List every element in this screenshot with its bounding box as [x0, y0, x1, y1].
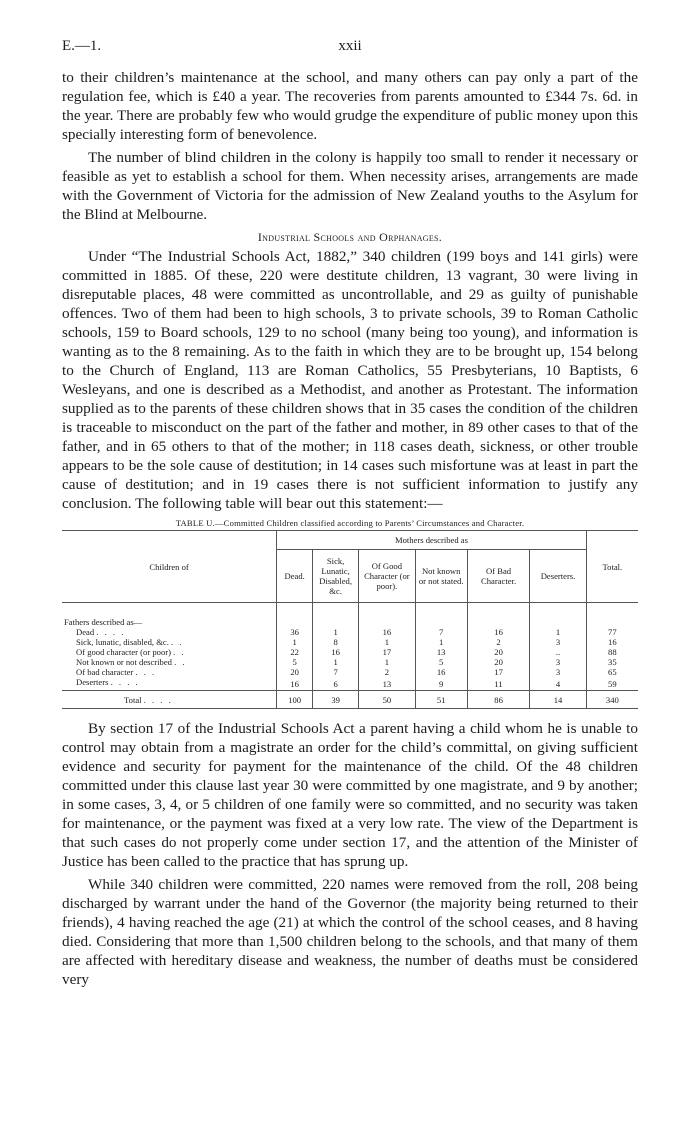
- table-cell: 7: [415, 627, 467, 637]
- paragraph-removals: While 340 children were committed, 220 names were removed from the roll, 208 being discharged by warrant under the hand of the Governor (the majority being returned to their friends), 4 having reached the age (21) at which the control of the school ceases, and 8 having died. Considering that more than 1,500 children belong to the schools, and that many of them are affected with hereditary disease and weakness, the number of deaths must be considered very: [62, 876, 638, 988]
- table-cell: 65: [586, 667, 638, 677]
- table-cell: 16: [313, 647, 359, 657]
- table-cell: 86: [467, 691, 530, 709]
- table-cell: 35: [586, 657, 638, 667]
- section-heading: Industrial Schools and Orphanages.: [257, 230, 443, 244]
- table-cell: 100: [277, 691, 313, 709]
- table-cell: 1: [313, 657, 359, 667]
- column-header: Of Good Character (or poor).: [359, 550, 415, 603]
- row-group-label: Fathers described as—: [64, 617, 143, 627]
- leader-dots: . . . .: [143, 694, 173, 705]
- leader-dots: . .: [171, 637, 184, 647]
- table-row: [62, 657, 638, 667]
- table-cell: 1: [313, 627, 359, 637]
- table-cell: 1: [359, 657, 415, 667]
- table-cell: 340: [586, 691, 638, 709]
- paragraph-section-17: By section 17 of the Industrial Schools Act a parent having a child whom he is unable to control may obtain from a magistrate an order for the child’s committal, on giving sufficient evidence and security for payment for the maintenance of the child. Of the 48 children committed under this clause last year 30 were committed by one magistrate, and 9 by another; in some cases, 3, 4, or 5 children of one family were so committed, and no security was taken for maintenance, or the payment was fixed at a very low rate. The view of the Department is that such cases do not properly come under section 17, and the attention of the Minister of Justice has been called to the practice that has sprung up.: [62, 720, 638, 870]
- table-row: [62, 667, 638, 677]
- table-cell: 7: [313, 667, 359, 677]
- paragraph-maintenance: to their children’s maintenance at the school, and many others can pay only a part of the regulation fee, which is £40 a year. The recoveries from parents amounted to £344 7s. 6d. in the year. There are probably few who would grudge the expenditure of public money upon this specially interesting form of benevolence.: [62, 69, 638, 143]
- table-cell: 1: [415, 637, 467, 647]
- table-cell: 5: [277, 657, 313, 667]
- row-label: Total: [124, 694, 142, 705]
- table-cell: 16: [277, 677, 313, 691]
- table-cell: 2: [359, 667, 415, 677]
- row-label: Sick, lunatic, disabled, &c.: [76, 637, 169, 647]
- table-cell: 36: [277, 627, 313, 637]
- table-cell: 13: [415, 647, 467, 657]
- page-header: [62, 38, 638, 68]
- table-cell: 3: [530, 657, 586, 667]
- table-cell: 1: [530, 627, 586, 637]
- table-row: [62, 627, 638, 637]
- table-cell: 51: [415, 691, 467, 709]
- table-cell: 22: [277, 647, 313, 657]
- group-header: Mothers described as: [277, 531, 586, 550]
- row-label: Dead: [76, 627, 95, 637]
- table-cell: 20: [467, 647, 530, 657]
- table-row: [62, 637, 638, 647]
- table-cell: 9: [415, 677, 467, 691]
- table-cell: 16: [359, 627, 415, 637]
- page-number: xxii: [338, 38, 362, 54]
- corner-label: Children of: [149, 561, 189, 572]
- document-page: [62, 38, 638, 989]
- table-cell: 17: [359, 647, 415, 657]
- table-cell: ..: [530, 647, 586, 657]
- total-row: [62, 691, 638, 709]
- row-label: Deserters: [76, 677, 109, 687]
- table-cell: 77: [586, 627, 638, 637]
- leader-dots: . . . .: [110, 677, 140, 687]
- row-label: Of bad character: [76, 667, 134, 677]
- column-header: Deserters.: [530, 550, 586, 603]
- leader-dots: . .: [174, 657, 187, 667]
- report-code: E.—1.: [62, 38, 102, 54]
- table-cell: 13: [359, 677, 415, 691]
- table-row: [62, 647, 638, 657]
- table-cell: 6: [313, 677, 359, 691]
- table-cell: 17: [467, 667, 530, 677]
- table-cell: 14: [530, 691, 586, 709]
- table-cell: 20: [277, 667, 313, 677]
- row-label: Of good character (or poor): [76, 647, 171, 657]
- paragraph-industrial-schools: Under “The Industrial Schools Act, 1882,” 340 children (199 boys and 141 girls) were committed in 1885. Of these, 220 were destitute children, 13 vagrant, 30 were living in disreputable places, 48 were committed as uncontrollable, and 29 as guilty of punishable offences. Two of them had been to high schools, 3 to private schools, 39 to Roman Catholic schools, 159 to Board schools, 129 to no school (many being too young), and information is wanting as to the 8 remaining. As to the faith in which they are to be brought up, 154 belong to the Church of England, 113 are Roman Catholics, 55 Presbyterians, 10 Baptists, 6 Wesleyans, and one is described as a Methodist, and another as Protestant. The information supplied as to the parents of these children shows that in 35 cases the condition of the children is traceable to misconduct on the part of the father and mother, in 89 other cases to that of the father, and in 65 others to that of the mother; in 118 cases death, sickness, or other trouble appears to be the sole cause of destitution; in 14 cases such misfortune was at least in part the cause of destitution; and in 19 cases there is not sufficient information to justify any conclusion. The following table will bear out this statement:—: [62, 248, 638, 512]
- table-cell: 16: [415, 667, 467, 677]
- table-cell: 3: [530, 637, 586, 647]
- table-cell: 16: [586, 637, 638, 647]
- column-header: Not known or not stated.: [415, 550, 467, 603]
- table-cell: 1: [359, 637, 415, 647]
- column-header: Of Bad Character.: [467, 550, 530, 603]
- table-cell: 20: [467, 657, 530, 667]
- table-cell: 1: [277, 637, 313, 647]
- table-cell: 4: [530, 677, 586, 691]
- table-row: [62, 677, 638, 691]
- table-cell: 5: [415, 657, 467, 667]
- leader-dots: . . .: [135, 667, 157, 677]
- column-header: Total.: [586, 531, 638, 603]
- row-label: Not known or not described: [76, 657, 172, 667]
- table-cell: 59: [586, 677, 638, 691]
- paragraph-blind-children: The number of blind children in the colony is happily too small to render it necessary or feasible as yet to establish a school for them. When necessity arises, arrangements are made with the Government of Victoria for the admission of New Zealand youths to the Asylum for the Blind at Melbourne.: [62, 149, 638, 223]
- table-cell: 39: [313, 691, 359, 709]
- data-table: [62, 530, 638, 709]
- table-cell: 50: [359, 691, 415, 709]
- leader-dots: . .: [173, 647, 186, 657]
- table-cell: 8: [313, 637, 359, 647]
- column-header: Sick, Lunatic, Disabled, &c.: [313, 550, 359, 603]
- table-caption: TABLE U.—Committed Children classified according to Parents’ Circumstances and Character.: [175, 518, 525, 528]
- table-cell: 3: [530, 667, 586, 677]
- leader-dots: . . . .: [96, 627, 126, 637]
- table-cell: 11: [467, 677, 530, 691]
- column-header: Dead.: [277, 550, 313, 603]
- table-cell: 2: [467, 637, 530, 647]
- table-cell: 16: [467, 627, 530, 637]
- table-cell: 88: [586, 647, 638, 657]
